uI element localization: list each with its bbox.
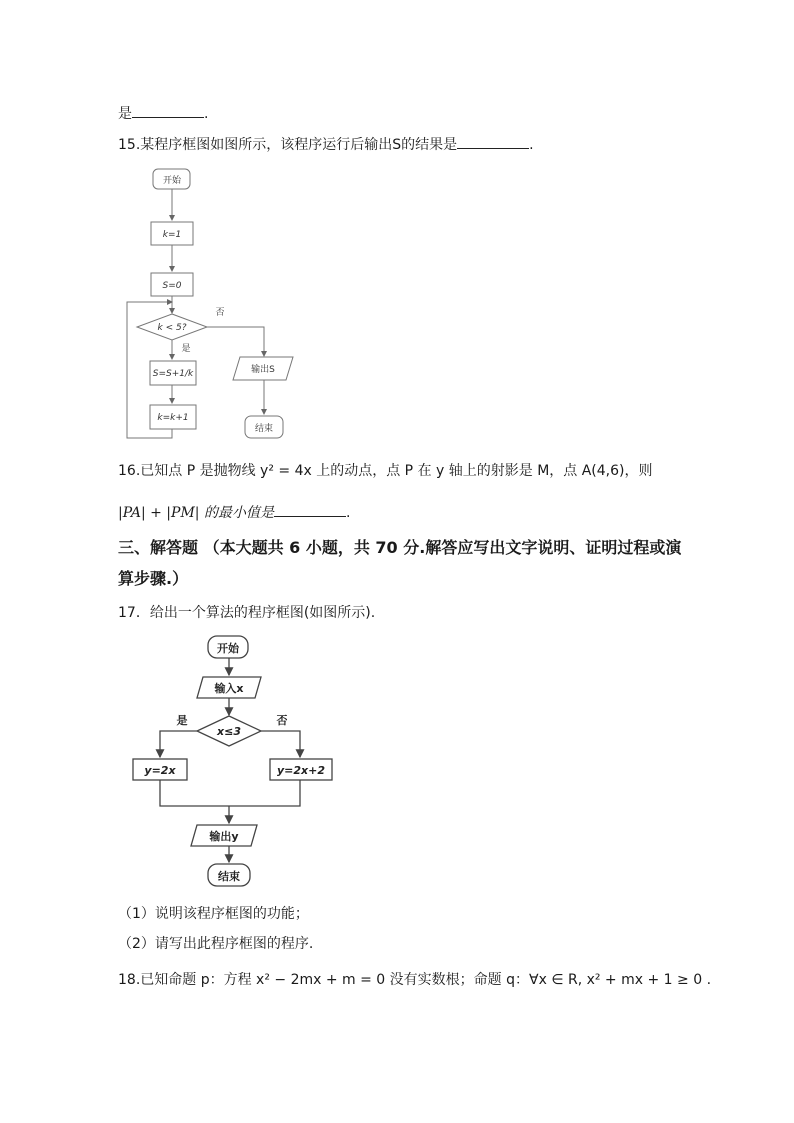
q17-end-label: 结束 [218,870,240,883]
q15-yes-label: 是 [181,344,191,354]
q16-line1 [118,461,653,481]
q17-right-label: y=2x+2 [276,764,326,777]
q15-output-label: 输出S [251,365,275,375]
q14-prefix: 是 [118,106,132,122]
q18-question: 18.已知命题 p：方程 x² − 2mx + m = 0 没有实数根；命题 q：∀x ∈ R, x² + mx + 1 ≥ 0 . [118,972,712,988]
q15-update-s-label: S=S+1/k [152,369,194,379]
q15-no-label: 否 [215,308,225,318]
q17-flowchart [125,630,365,895]
q14-tail [118,103,208,124]
q15-update-k-label: k=k+1 [157,413,189,423]
q17-output-label: 输出y [209,830,239,843]
q17-input-label: 输入x [214,682,244,695]
q16-answer-blank [274,502,346,517]
section3-heading-line2: 算步骤.） [118,569,189,588]
q15-answer-blank [457,134,529,149]
q15-start-label: 开始 [162,176,182,186]
q17-yes-label: 是 [176,714,188,727]
q17-sub1: （1）说明该程序框图的功能； [118,906,309,922]
q15-init-k-label: k=1 [162,230,182,240]
section3-heading-line1: 三、解答题 （本大题共 6 小题，共 70 分.解答应写出文字说明、证明过程或演 [118,538,682,557]
q16-part1: 16.已知点 P 是抛物线 y² = 4x 上的动点，点 P 在 y 轴上的射影是 M，点 A(4,6)，则 [118,463,653,479]
q15-end-label: 结束 [254,424,274,434]
q15-end: . [529,137,534,153]
q17-start-label: 开始 [217,642,239,655]
q16-part2: |PA| + |PM| 的最小值是 [118,505,274,521]
q15-flowchart [110,160,320,445]
q17-cond-label: x≤3 [217,725,241,738]
q15-cond-label: k < 5? [157,323,187,333]
q15-question [118,134,534,155]
q17-question: 17．给出一个算法的程序框图(如图所示). [118,605,376,621]
q17-no-label: 否 [276,714,288,727]
q15-text: 15.某程序框图如图所示，该程序运行后输出S的结果是 [118,137,458,153]
q14-answer-blank [132,103,204,118]
q17-sub2: （2）请写出此程序框图的程序. [118,936,314,952]
q14-suffix: . [204,106,209,122]
q15-init-s-label: S=0 [162,281,182,291]
q17-left-label: y=2x [144,764,176,777]
q16-end: . [345,505,351,521]
q16-line2 [118,502,350,523]
